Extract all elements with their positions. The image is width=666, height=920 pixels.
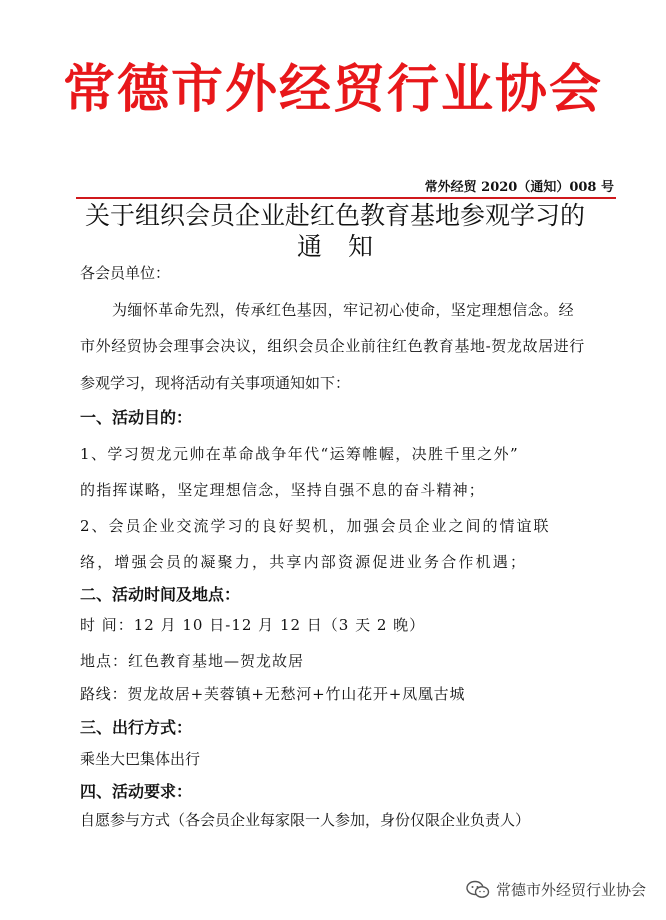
notice-title-line2: 通知 <box>296 232 399 261</box>
section4-heading: 四、活动要求： <box>80 782 193 801</box>
org-name-header: 常德市外经贸行业协会 <box>62 60 603 120</box>
intro-line-2: 市外经贸协会理事会决议，组织会员企业前往红色教育基地-贺龙故居进行 <box>80 337 585 355</box>
section3-heading: 三、出行方式： <box>80 718 193 737</box>
intro-line-3: 参观学习，现将活动有关事项通知如下： <box>80 374 351 392</box>
section1-line-4: 络，增强会员的凝聚力，共享内部资源促进业务合作机遇； <box>80 553 528 571</box>
intro-line-1: 为缅怀革命先烈，传承红色基因，牢记初心使命，坚定理想信念。经 <box>112 301 575 319</box>
wechat-watermark <box>466 879 646 900</box>
section1-line-3: 2、会员企业交流学习的良好契机，加强会员企业之间的情谊联 <box>80 517 551 535</box>
section3-text: 乘坐大巴集体出行 <box>80 750 201 768</box>
wechat-icon <box>466 880 490 900</box>
notice-title-line1: 关于组织会员企业赴红色教育基地参观学习的 <box>84 201 585 230</box>
salutation: 各会员单位： <box>80 264 171 282</box>
section2-heading: 二、活动时间及地点： <box>80 585 241 604</box>
header-divider <box>76 197 616 199</box>
section4-text: 自愿参与方式（各会员企业每家限一人参加，身份仅限企业负责人） <box>80 811 531 829</box>
section2-place: 地点：红色教育基地—贺龙故居 <box>80 652 305 670</box>
section2-route: 路线：贺龙故居+芙蓉镇+无愁河+竹山花开+凤凰古城 <box>80 685 466 703</box>
section1-line-1: 1、学习贺龙元帅在革命战争年代“运筹帷幄，决胜千里之外” <box>80 445 520 463</box>
section1-line-2: 的指挥谋略，坚定理想信念，坚持自强不息的奋斗精神； <box>80 481 486 499</box>
section1-heading: 一、活动目的： <box>80 408 193 427</box>
section2-time: 时 间：12 月 10 日-12 月 12 日（3 天 2 晚） <box>80 616 426 634</box>
document-number: 常外经贸 2020（通知）008 号 <box>424 180 614 195</box>
notice-title <box>70 200 600 262</box>
watermark-label: 常德市外经贸行业协会 <box>495 881 646 899</box>
